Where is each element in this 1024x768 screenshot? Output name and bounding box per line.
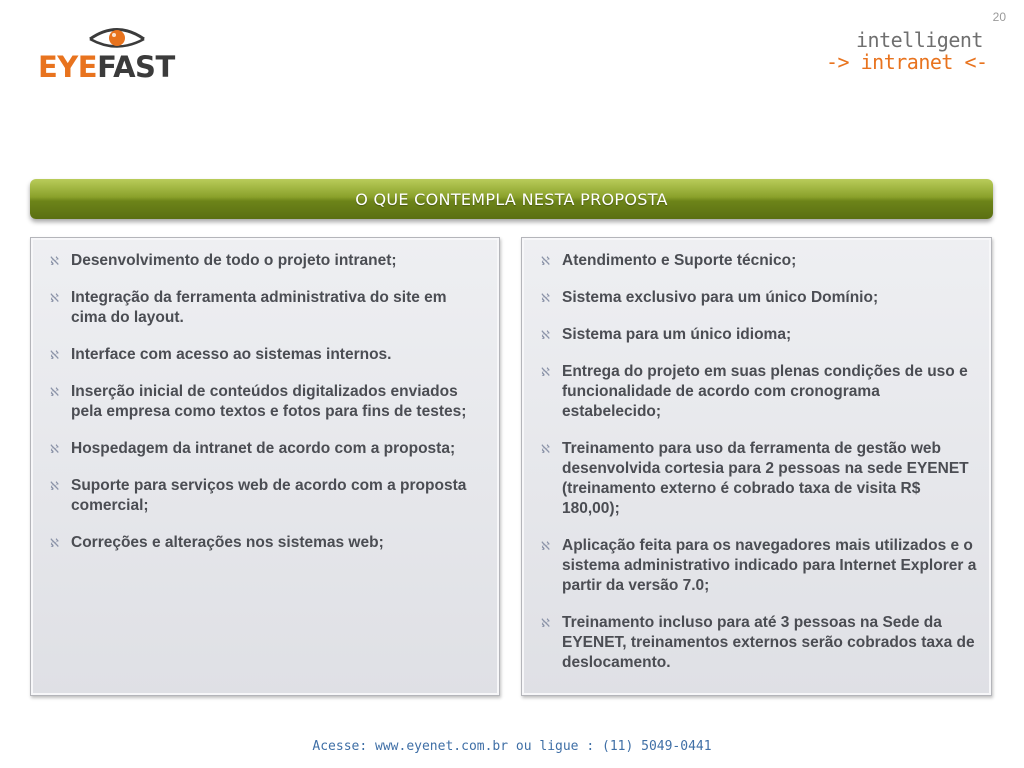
bullet-icon: ℵ bbox=[50, 536, 59, 550]
eye-icon bbox=[88, 24, 146, 52]
logo-line-intelligent: intelligent bbox=[856, 28, 983, 52]
bullet-icon: ℵ bbox=[541, 254, 550, 268]
list-item bbox=[540, 536, 977, 596]
footer-contact: Acesse: www.eyenet.com.br ou ligue : (11) 5049-0441 bbox=[312, 739, 712, 754]
left-bullet-list bbox=[31, 238, 499, 553]
bullet-icon: ℵ bbox=[50, 291, 59, 305]
list-item bbox=[540, 439, 977, 519]
bullet-icon: ℵ bbox=[50, 385, 59, 399]
bullet-icon: ℵ bbox=[541, 616, 550, 630]
section-banner bbox=[30, 179, 993, 219]
list-item-text: Desenvolvimento de todo o projeto intranet; bbox=[71, 252, 397, 269]
eyefast-logo bbox=[38, 24, 198, 84]
page-number: 20 bbox=[992, 10, 1006, 24]
bullet-icon: ℵ bbox=[50, 254, 59, 268]
bullet-icon: ℵ bbox=[541, 442, 550, 456]
list-item bbox=[49, 288, 485, 328]
bullet-icon: ℵ bbox=[50, 479, 59, 493]
list-item-text: Suporte para serviços web de acordo com a proposta comercial; bbox=[71, 477, 467, 514]
list-item bbox=[49, 476, 485, 516]
list-item bbox=[49, 345, 485, 365]
list-item bbox=[540, 251, 977, 271]
list-item-text: Sistema exclusivo para um único Domínio; bbox=[562, 289, 879, 306]
list-item-text: Treinamento incluso para até 3 pessoas na Sede da EYENET, treinamentos externos serão cobrados taxa de deslocamento. bbox=[562, 614, 975, 671]
list-item-text: Atendimento e Suporte técnico; bbox=[562, 252, 797, 269]
bullet-icon: ℵ bbox=[50, 442, 59, 456]
bullet-icon: ℵ bbox=[541, 539, 550, 553]
list-item bbox=[49, 439, 485, 459]
list-item bbox=[540, 613, 977, 673]
right-bullet-list bbox=[522, 238, 991, 673]
left-panel bbox=[30, 237, 500, 696]
list-item-text: Sistema para um único idioma; bbox=[562, 326, 792, 343]
list-item bbox=[49, 382, 485, 422]
eyefast-wordmark bbox=[38, 52, 175, 82]
bullet-icon: ℵ bbox=[541, 365, 550, 379]
right-panel bbox=[521, 237, 992, 696]
list-item-text: Hospedagem da intranet de acordo com a proposta; bbox=[71, 440, 456, 457]
list-item bbox=[49, 251, 485, 271]
bullet-icon: ℵ bbox=[541, 328, 550, 342]
logo-line-intranet: -> intranet <- bbox=[826, 50, 988, 74]
list-item bbox=[49, 533, 485, 553]
list-item-text: Inserção inicial de conteúdos digitalizados enviados pela empresa como textos e fotos para fins de testes; bbox=[71, 383, 467, 420]
list-item-text: Aplicação feita para os navegadores mais utilizados e o sistema administrativo indicado para Internet Explorer a partir da versão 7.0; bbox=[562, 537, 977, 594]
bullet-icon: ℵ bbox=[541, 291, 550, 305]
list-item bbox=[540, 362, 977, 422]
intelligent-intranet-logo bbox=[826, 28, 996, 78]
list-item bbox=[540, 325, 977, 345]
bullet-icon: ℵ bbox=[50, 348, 59, 362]
list-item-text: Integração da ferramenta administrativa do site em cima do layout. bbox=[71, 289, 447, 326]
logo-part-eye: EYE bbox=[38, 50, 98, 84]
list-item-text: Interface com acesso ao sistemas internos. bbox=[71, 346, 392, 363]
list-item-text: Treinamento para uso da ferramenta de gestão web desenvolvida cortesia para 2 pessoas na sede EYENET (treinamento externo é cobrado taxa de visita R$ 180,00); bbox=[562, 440, 969, 517]
list-item bbox=[540, 288, 977, 308]
list-item-text: Correções e alterações nos sistemas web; bbox=[71, 534, 384, 551]
logo-part-fast: FAST bbox=[97, 50, 175, 84]
list-item-text: Entrega do projeto em suas plenas condições de uso e funcionalidade de acordo com cronograma estabelecido; bbox=[562, 363, 968, 420]
banner-title: O QUE CONTEMPLA NESTA PROPOSTA bbox=[355, 189, 668, 209]
